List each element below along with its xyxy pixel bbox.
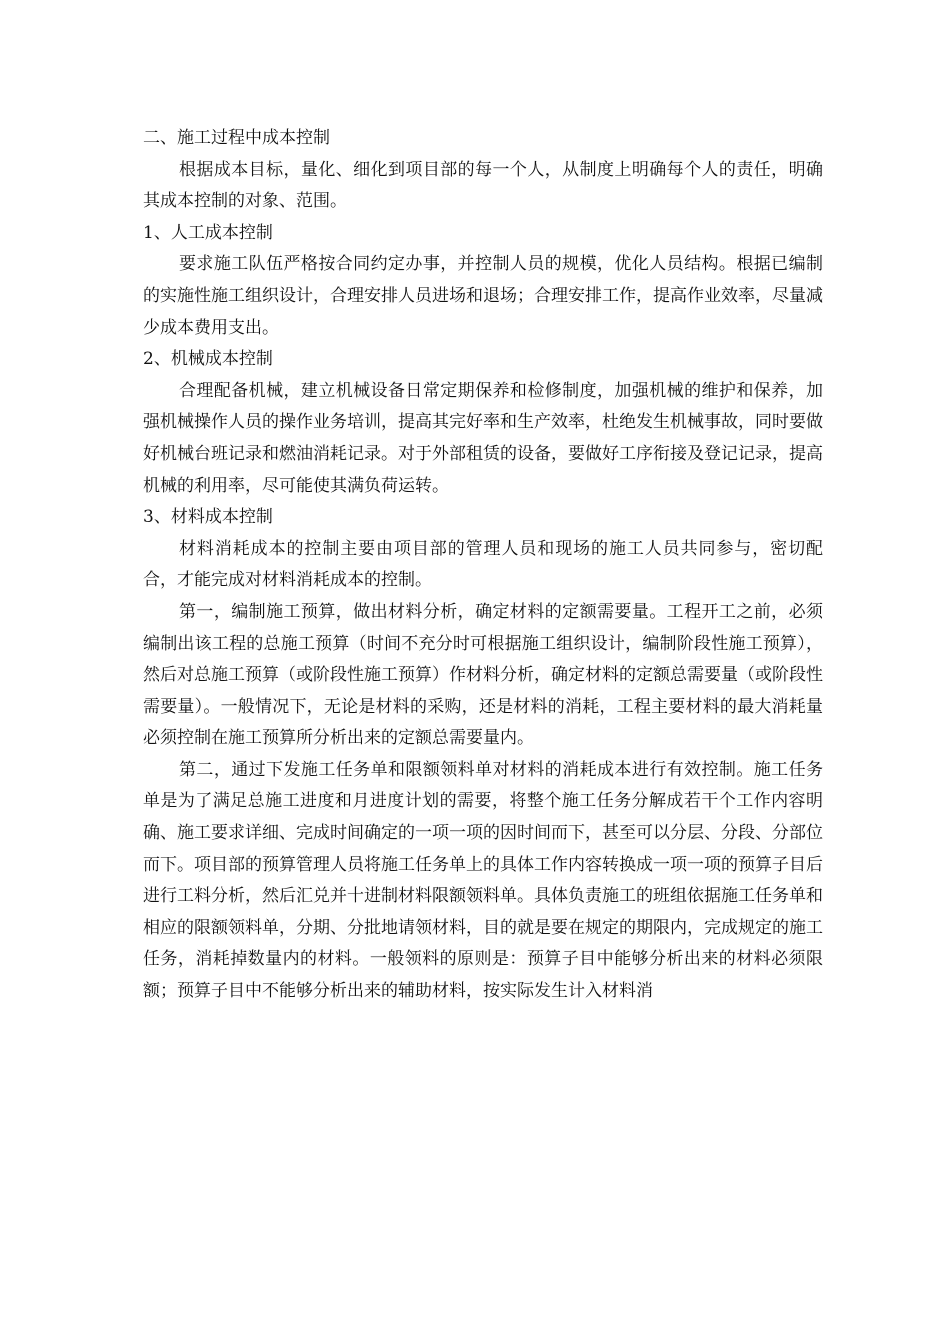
document-body: [143, 123, 823, 1008]
section-body-machinery: 合理配备机械，建立机械设备日常定期保养和检修制度，加强机械的维护和保养，加强机械操作人员的操作业务培训，提高其完好率和生产效率，杜绝发生机械事故，同时要做好机械台班记录和燃油消耗记录。对于外部租赁的设备，要做好工序衔接及登记记录，提高机械的利用率，尽可能使其满负荷运转。: [143, 380, 823, 496]
section-heading-labor: 1、人工成本控制: [143, 222, 273, 243]
section-heading-material: 3、材料成本控制: [143, 507, 273, 528]
section-body-labor: 要求施工队伍严格按合同约定办事，并控制人员的规模，优化人员结构。根据已编制的实施性施工组织设计，合理安排人员进场和退场；合理安排工作，提高作业效率，尽量减少成本费用支出。: [143, 254, 823, 338]
main-heading: 二、施工过程中成本控制: [143, 128, 330, 148]
section-body-material: 材料消耗成本的控制主要由项目部的管理人员和现场的施工人员共同参与，密切配合，才能完成对材料消耗成本的控制。: [143, 538, 823, 591]
intro-paragraph: 根据成本目标，量化、细化到项目部的每一个人，从制度上明确每个人的责任，明确其成本控制的对象、范围。: [143, 159, 823, 212]
section-heading-machinery: 2、机械成本控制: [143, 349, 273, 370]
paragraph-first: 第一，编制施工预算，做出材料分析，确定材料的定额需要量。工程开工之前，必须编制出该工程的总施工预算（时间不充分时可根据施工组织设计，编制阶段性施工预算），然后对总施工预算（或阶段性施工预算）作材料分析，确定材料的定额总需要量（或阶段性需要量）。一般情况下，无论是材料的采购，还是材料的消耗，工程主要材料的最大消耗量必须控制在施工预算所分析出来的定额总需要量内。: [143, 601, 823, 749]
paragraph-second: 第二，通过下发施工任务单和限额领料单对材料的消耗成本进行有效控制。施工任务单是为了满足总施工进度和月进度计划的需要，将整个施工任务分解成若干个工作内容明确、施工要求详细、完成时间确定的一项一项的因时间而下，甚至可以分层、分段、分部位而下。项目部的预算管理人员将施工任务单上的具体工作内容转换成一项一项的预算子目后进行工料分析，然后汇兑并十进制材料限额领料单。具体负责施工的班组依据施工任务单和相应的限额领料单，分期、分批地请领材料，目的就是要在规定的期限内，完成规定的施工任务，消耗掉数量内的材料。一般领料的原则是：预算子目中能够分析出来的材料必须限额；预算子目中不能够分析出来的辅助材料，按实际发生计入材料消: [143, 759, 823, 1002]
